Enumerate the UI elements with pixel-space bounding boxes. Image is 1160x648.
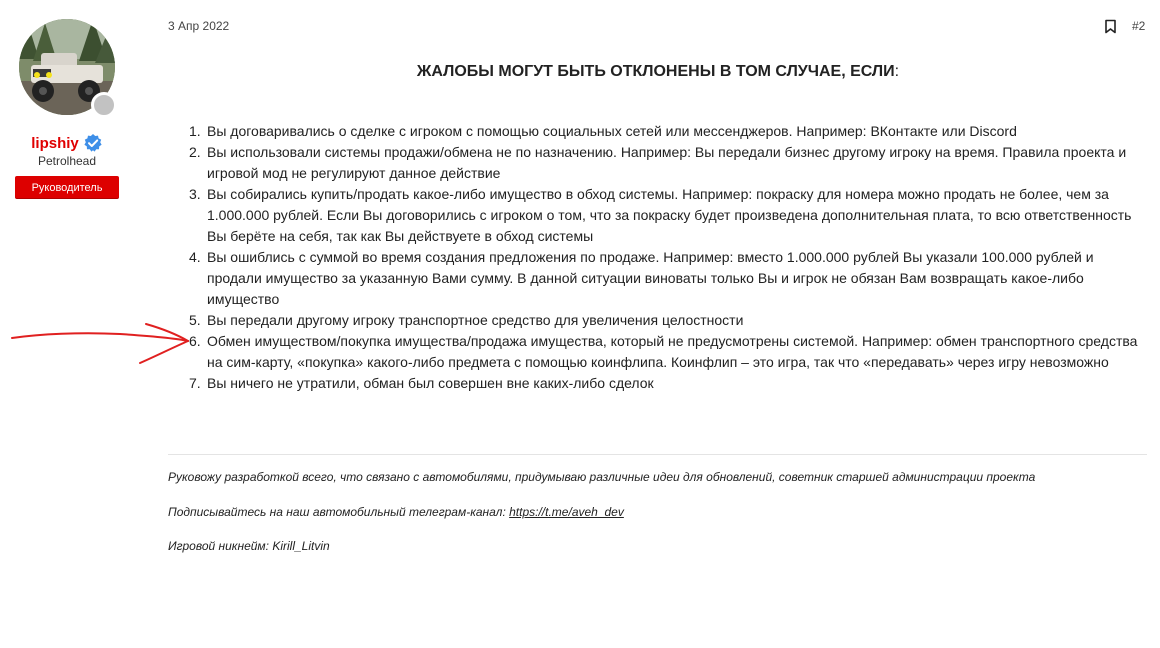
username[interactable]: lipshiy	[31, 134, 79, 152]
signature-divider	[168, 454, 1147, 455]
rule-text: Обмен имуществом/покупка имущества/продажа имущества, который не предусмотрены системой. Например: обмен транспортного средства на сим-карту, «покупка» какого-либо предмета с помощью коинфлипа. Коинфлип – это игра, так что «передавать» через игру невозможно	[207, 333, 1138, 370]
rule-item	[189, 247, 1147, 310]
signature-telegram-label: Подписывайтесь на наш автомобильный телеграм-канал:	[168, 505, 510, 519]
rule-item	[189, 121, 1147, 142]
rule-text: Вы использовали системы продажи/обмена не по назначению. Например: Вы передали бизнес другому игроку на время. Правила проекта и игровой мод не регулируют данное действие	[207, 144, 1127, 181]
rule-text: Вы передали другому игроку транспортное средство для увеличения целостности	[207, 312, 744, 328]
rule-item	[189, 184, 1147, 247]
rule-text: Вы собирались купить/продать какое-либо имущество в обход системы. Например: покраску для номера можно продать не более, чем за 1.000.000 рублей. Если Вы договорились с игроком о том, что за покраску будет произведена дополнительная плата, то всю ответственность Вы берёте на себя, так как Вы действуете в обход системы	[207, 186, 1132, 244]
rule-number: 2.	[189, 144, 201, 160]
annotation-arrow-icon	[0, 310, 200, 380]
role-badge: Руководитель	[15, 176, 119, 199]
rule-item	[189, 142, 1147, 184]
rule-item	[189, 373, 1147, 394]
rules-list	[189, 121, 1147, 394]
rule-text: Вы договаривались о сделке с игроком с помощью социальных сетей или мессенджеров. Например: ВКонтакте или Discord	[207, 123, 1017, 139]
rule-item	[189, 331, 1147, 373]
online-status-indicator	[91, 92, 117, 118]
post-title-text: ЖАЛОБЫ МОГУТ БЫТЬ ОТКЛОНЕНЫ В ТОМ СЛУЧАЕ, ЕСЛИ	[416, 63, 895, 80]
rule-number: 3.	[189, 186, 201, 202]
user-title: Petrolhead	[37, 154, 97, 168]
rule-number: 6.	[189, 333, 201, 349]
bookmark-icon[interactable]	[1104, 19, 1117, 34]
verified-badge-icon	[83, 133, 103, 153]
telegram-link[interactable]: https://t.me/aveh_dev	[509, 505, 624, 519]
signature-line-bio: Руковожу разработкой всего, что связано с автомобилями, придумываю различные идеи для обновлений, советник старшей администрации проекта	[168, 470, 1036, 484]
rule-number: 7.	[189, 375, 201, 391]
username-row	[0, 133, 134, 153]
rule-text: Вы ошиблись с суммой во время создания предложения по продаже. Например: вместо 1.000.000 рублей Вы указали 100.000 рублей и продали имущество за указанную Вами сумму. В данной ситуации виноваты только Вы и игрок не обязан Вам возвращать какое-либо имущество	[207, 249, 1094, 307]
rule-text: Вы ничего не утратили, обман был совершен вне каких-либо сделок	[207, 375, 654, 391]
post-title	[168, 63, 1148, 81]
signature-line-nickname: Игровой никнейм: Kirill_Litvin	[168, 539, 330, 553]
rule-number: 4.	[189, 249, 201, 265]
post-title-suffix: :	[894, 63, 900, 80]
rule-number: 5.	[189, 312, 201, 328]
post-date[interactable]: 3 Апр 2022	[168, 19, 230, 33]
signature-line-telegram	[168, 505, 624, 519]
post-number[interactable]: #2	[1132, 19, 1146, 33]
rule-item	[189, 310, 1147, 331]
rule-number: 1.	[189, 123, 201, 139]
